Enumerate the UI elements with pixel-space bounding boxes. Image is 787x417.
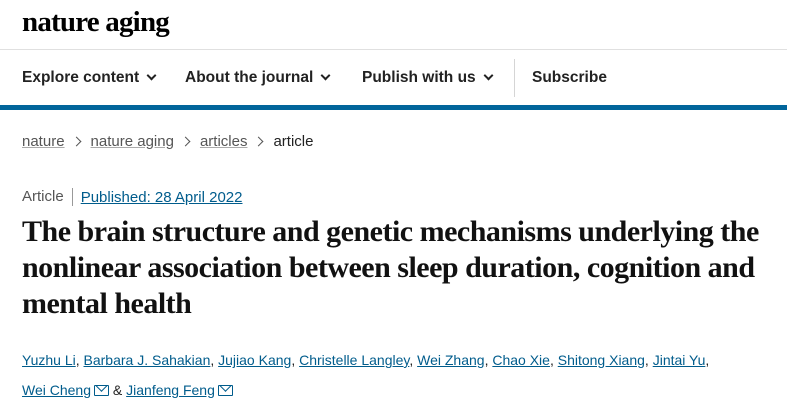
breadcrumb-articles[interactable]: articles: [199, 132, 248, 150]
nav-accent-rule: [0, 105, 787, 110]
author-link[interactable]: Wei Zhang: [417, 352, 485, 368]
header: [0, 0, 787, 50]
author-link[interactable]: Chao Xie: [492, 352, 550, 368]
breadcrumb-current: article: [273, 132, 314, 150]
nav-about-journal[interactable]: [185, 50, 329, 105]
nav-label: Explore content: [22, 68, 140, 86]
article-meta: [22, 187, 242, 207]
breadcrumb-nature[interactable]: nature: [22, 132, 65, 150]
article-title: The brain structure and genetic mechanisms underlying the nonlinear association between sleep duration, cognition and mental health: [22, 215, 759, 320]
nav-publish-with-us[interactable]: [362, 50, 492, 105]
breadcrumb: [22, 131, 313, 151]
chevron-right-icon: [254, 136, 264, 146]
email-icon[interactable]: [218, 385, 233, 396]
main-nav: [0, 50, 787, 105]
nav-label: Publish with us: [362, 68, 476, 86]
author-conjunction: &: [112, 382, 123, 398]
author-link[interactable]: Yuzhu Li: [22, 352, 76, 368]
author-link[interactable]: Shitong Xiang: [557, 352, 645, 368]
author-link[interactable]: Jujiao Kang: [218, 352, 292, 368]
journal-logo[interactable]: nature aging: [22, 6, 169, 38]
chevron-down-icon: [321, 71, 331, 81]
author-list: Yuzhu Li, Barbara J. Sahakian, Jujiao Kang, Christelle Langley, Wei Zhang, Chao Xie, Shitong Xiang, Jintai Yu, Wei Cheng & Jianfeng Feng: [22, 352, 710, 398]
chevron-right-icon: [71, 136, 81, 146]
email-icon[interactable]: [94, 385, 109, 396]
breadcrumb-nature-aging[interactable]: nature aging: [90, 132, 174, 150]
author-link[interactable]: Jianfeng Feng: [126, 382, 215, 398]
author-link[interactable]: Barbara J. Sahakian: [83, 352, 211, 368]
chevron-down-icon: [147, 71, 157, 81]
chevron-right-icon: [181, 136, 191, 146]
chevron-down-icon: [483, 71, 493, 81]
author-link[interactable]: Wei Cheng: [22, 382, 92, 398]
nav-divider: [514, 59, 515, 97]
nav-label: About the journal: [185, 68, 314, 86]
article-type: Article: [22, 188, 73, 206]
author-link[interactable]: Christelle Langley: [299, 352, 410, 368]
subscribe-link[interactable]: Subscribe: [532, 68, 607, 86]
nav-explore-content[interactable]: [22, 50, 155, 105]
author-link[interactable]: Jintai Yu: [652, 352, 706, 368]
published-date-link[interactable]: Published: 28 April 2022: [80, 188, 243, 206]
